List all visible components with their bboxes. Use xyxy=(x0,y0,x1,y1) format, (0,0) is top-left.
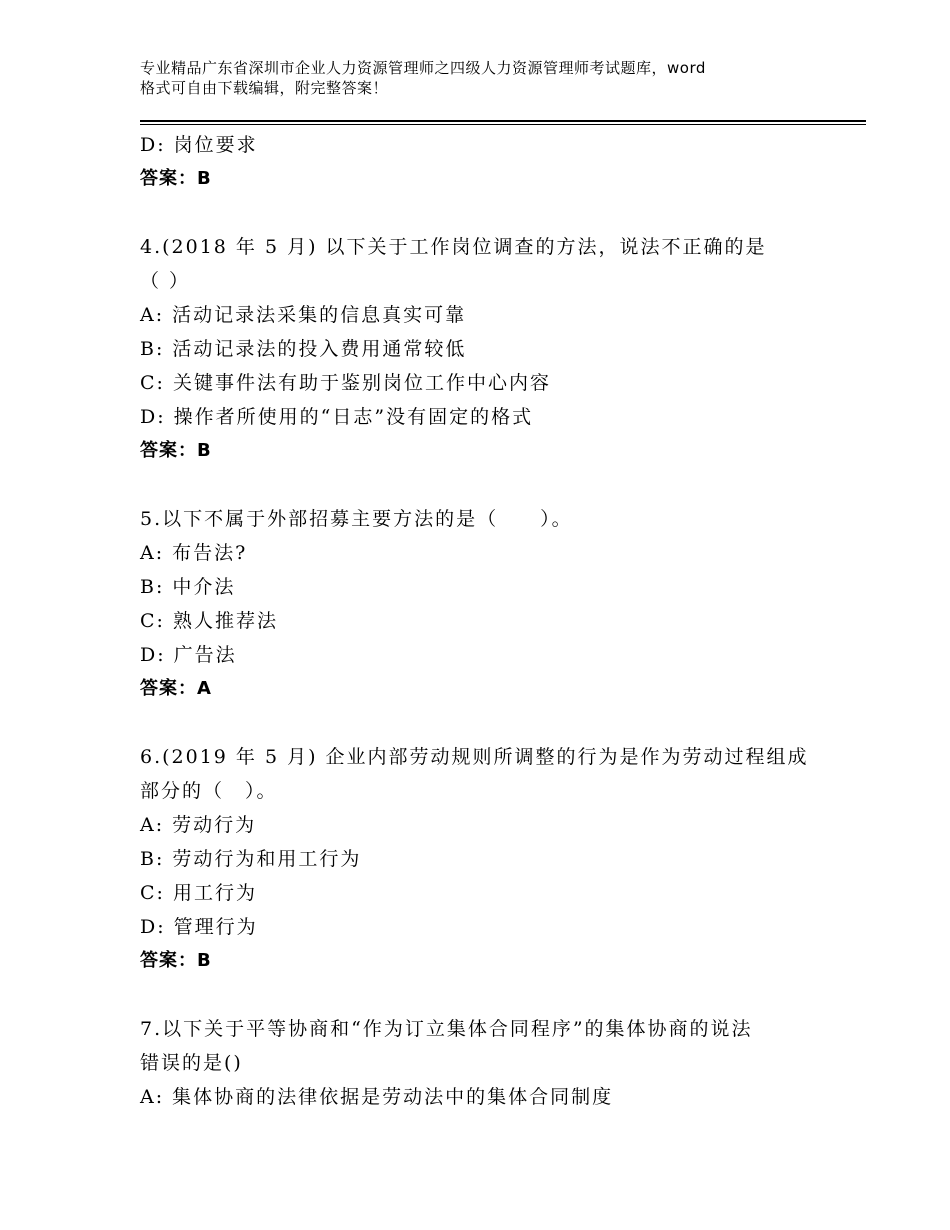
question-stem: 4.(2018 年 5 月) 以下关于工作岗位调查的方法，说法不正确的是 xyxy=(140,236,767,258)
option-c: C: 熟人推荐法 xyxy=(140,610,278,632)
header-line-1: 专业精品广东省深圳市企业人力资源管理师之四级人力资源管理师考试题库，word xyxy=(140,59,706,77)
question-4 xyxy=(140,230,820,468)
question-3 xyxy=(140,128,820,196)
question-5 xyxy=(140,502,820,706)
option-d: D: 操作者所使用的“日志”没有固定的格式 xyxy=(140,406,534,428)
header-divider-thin xyxy=(140,124,866,125)
question-stem-continued: （ ） xyxy=(140,270,191,292)
answer-label: 答案：B xyxy=(140,168,212,189)
spacer xyxy=(140,468,820,502)
document-header xyxy=(140,58,830,98)
option-a: A: 劳动行为 xyxy=(140,814,257,836)
question-6 xyxy=(140,740,820,978)
question-stem: 6.(2019 年 5 月) 企业内部劳动规则所调整的行为是作为劳动过程组成 xyxy=(140,746,809,768)
spacer xyxy=(140,196,820,230)
option-d: D: 管理行为 xyxy=(140,916,258,938)
option-a: A: 集体协商的法律依据是劳动法中的集体合同制度 xyxy=(140,1086,614,1108)
option-b: B: 中介法 xyxy=(140,576,236,598)
answer-label: 答案：B xyxy=(140,440,212,461)
spacer xyxy=(140,706,820,740)
question-7 xyxy=(140,1012,820,1114)
option-b: B: 劳动行为和用工行为 xyxy=(140,848,362,870)
header-divider-thick xyxy=(140,120,866,122)
header-line-2: 格式可自由下载编辑，附完整答案！ xyxy=(140,79,389,97)
option-b: B: 活动记录法的投入费用通常较低 xyxy=(140,338,467,360)
option-c: C: 用工行为 xyxy=(140,882,257,904)
answer-label: 答案：B xyxy=(140,950,212,971)
header-divider xyxy=(140,120,866,126)
option-c: C: 关键事件法有助于鉴别岗位工作中心内容 xyxy=(140,372,551,394)
option-d: D: 岗位要求 xyxy=(140,134,258,156)
answer-label: 答案：A xyxy=(140,678,212,699)
spacer xyxy=(140,978,820,1012)
question-stem: 7.以下关于平等协商和“作为订立集体合同程序”的集体协商的说法 xyxy=(140,1018,753,1040)
option-d: D: 广告法 xyxy=(140,644,237,666)
question-content xyxy=(140,128,820,1114)
question-stem-continued: 错误的是() xyxy=(140,1052,243,1074)
question-stem-continued: 部分的（ ）。 xyxy=(140,780,278,802)
option-a: A: 活动记录法采集的信息真实可靠 xyxy=(140,304,467,326)
question-stem: 5.以下不属于外部招募主要方法的是（ ）。 xyxy=(140,508,573,530)
option-a: A: 布告法? xyxy=(140,542,248,564)
